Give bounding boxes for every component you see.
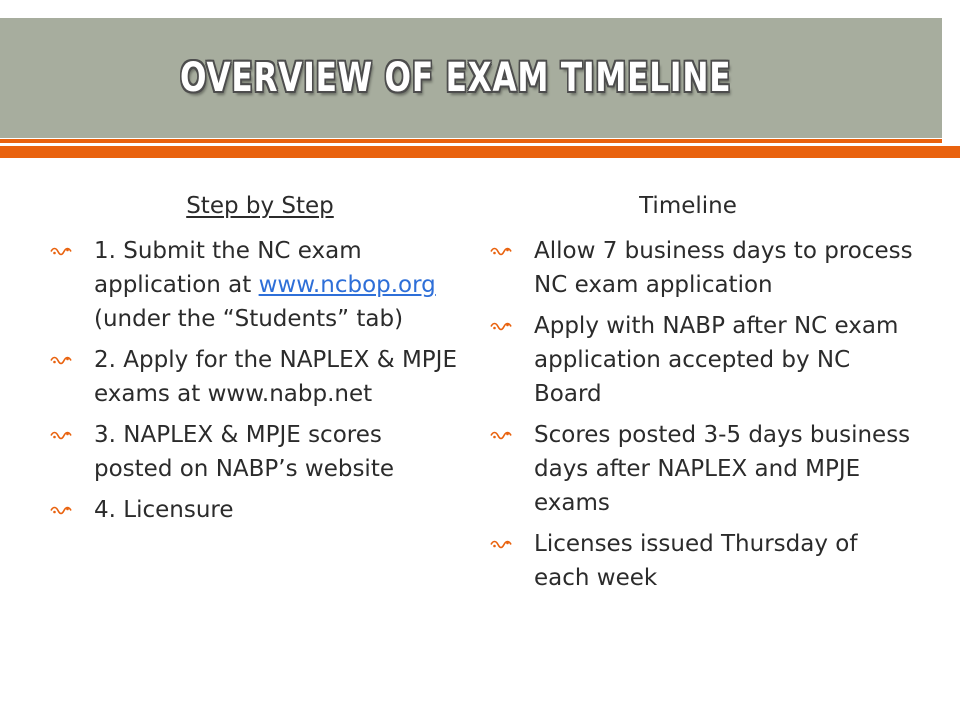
timeline-4-text: Licenses issued Thursday of each week: [534, 531, 858, 591]
slide-title: OVERVIEW OF EXAM TIMELINE: [180, 55, 732, 101]
accent-rule-thick: [0, 146, 960, 158]
ornament-bullet-icon: [490, 321, 512, 332]
ncbop-link[interactable]: www.ncbop.org: [258, 272, 436, 298]
list-item: [44, 418, 464, 486]
timeline-column: [484, 188, 914, 602]
timeline-heading: Timeline: [639, 193, 737, 219]
timeline-1-text: Allow 7 business days to process NC exam application: [534, 238, 913, 298]
list-item: [44, 493, 464, 527]
ornament-bullet-icon: [50, 246, 72, 257]
accent-rule-thin: [0, 139, 942, 143]
step-4-text: 4. Licensure: [94, 497, 234, 523]
ornament-bullet-icon: [490, 539, 512, 550]
ornament-bullet-icon: [490, 430, 512, 441]
list-item: [484, 309, 914, 411]
list-item: [484, 527, 914, 595]
step-by-step-column: [44, 188, 464, 534]
ornament-bullet-icon: [50, 355, 72, 366]
timeline-list: [484, 234, 914, 595]
step-2-text: 2. Apply for the NAPLEX & MPJE exams at www.nabp.net: [94, 347, 457, 407]
step-1-text: 1. Submit the NC exam application at: [94, 238, 362, 298]
list-item: [484, 234, 914, 302]
list-item: [484, 418, 914, 520]
timeline-3-text: Scores posted 3-5 days business days after NAPLEX and MPJE exams: [534, 422, 911, 516]
step-by-step-heading: Step by Step: [186, 193, 334, 219]
list-item: [44, 234, 464, 336]
step-3-text: 3. NAPLEX & MPJE scores posted on NABP’s website: [94, 422, 394, 482]
step-list: [44, 234, 464, 527]
step-1-text-tail: (under the “Students” tab): [94, 306, 404, 332]
timeline-2-text: Apply with NABP after NC exam application accepted by NC Board: [534, 313, 899, 407]
ornament-bullet-icon: [490, 246, 512, 257]
ornament-bullet-icon: [50, 505, 72, 516]
list-item: [44, 343, 464, 411]
ornament-bullet-icon: [50, 430, 72, 441]
